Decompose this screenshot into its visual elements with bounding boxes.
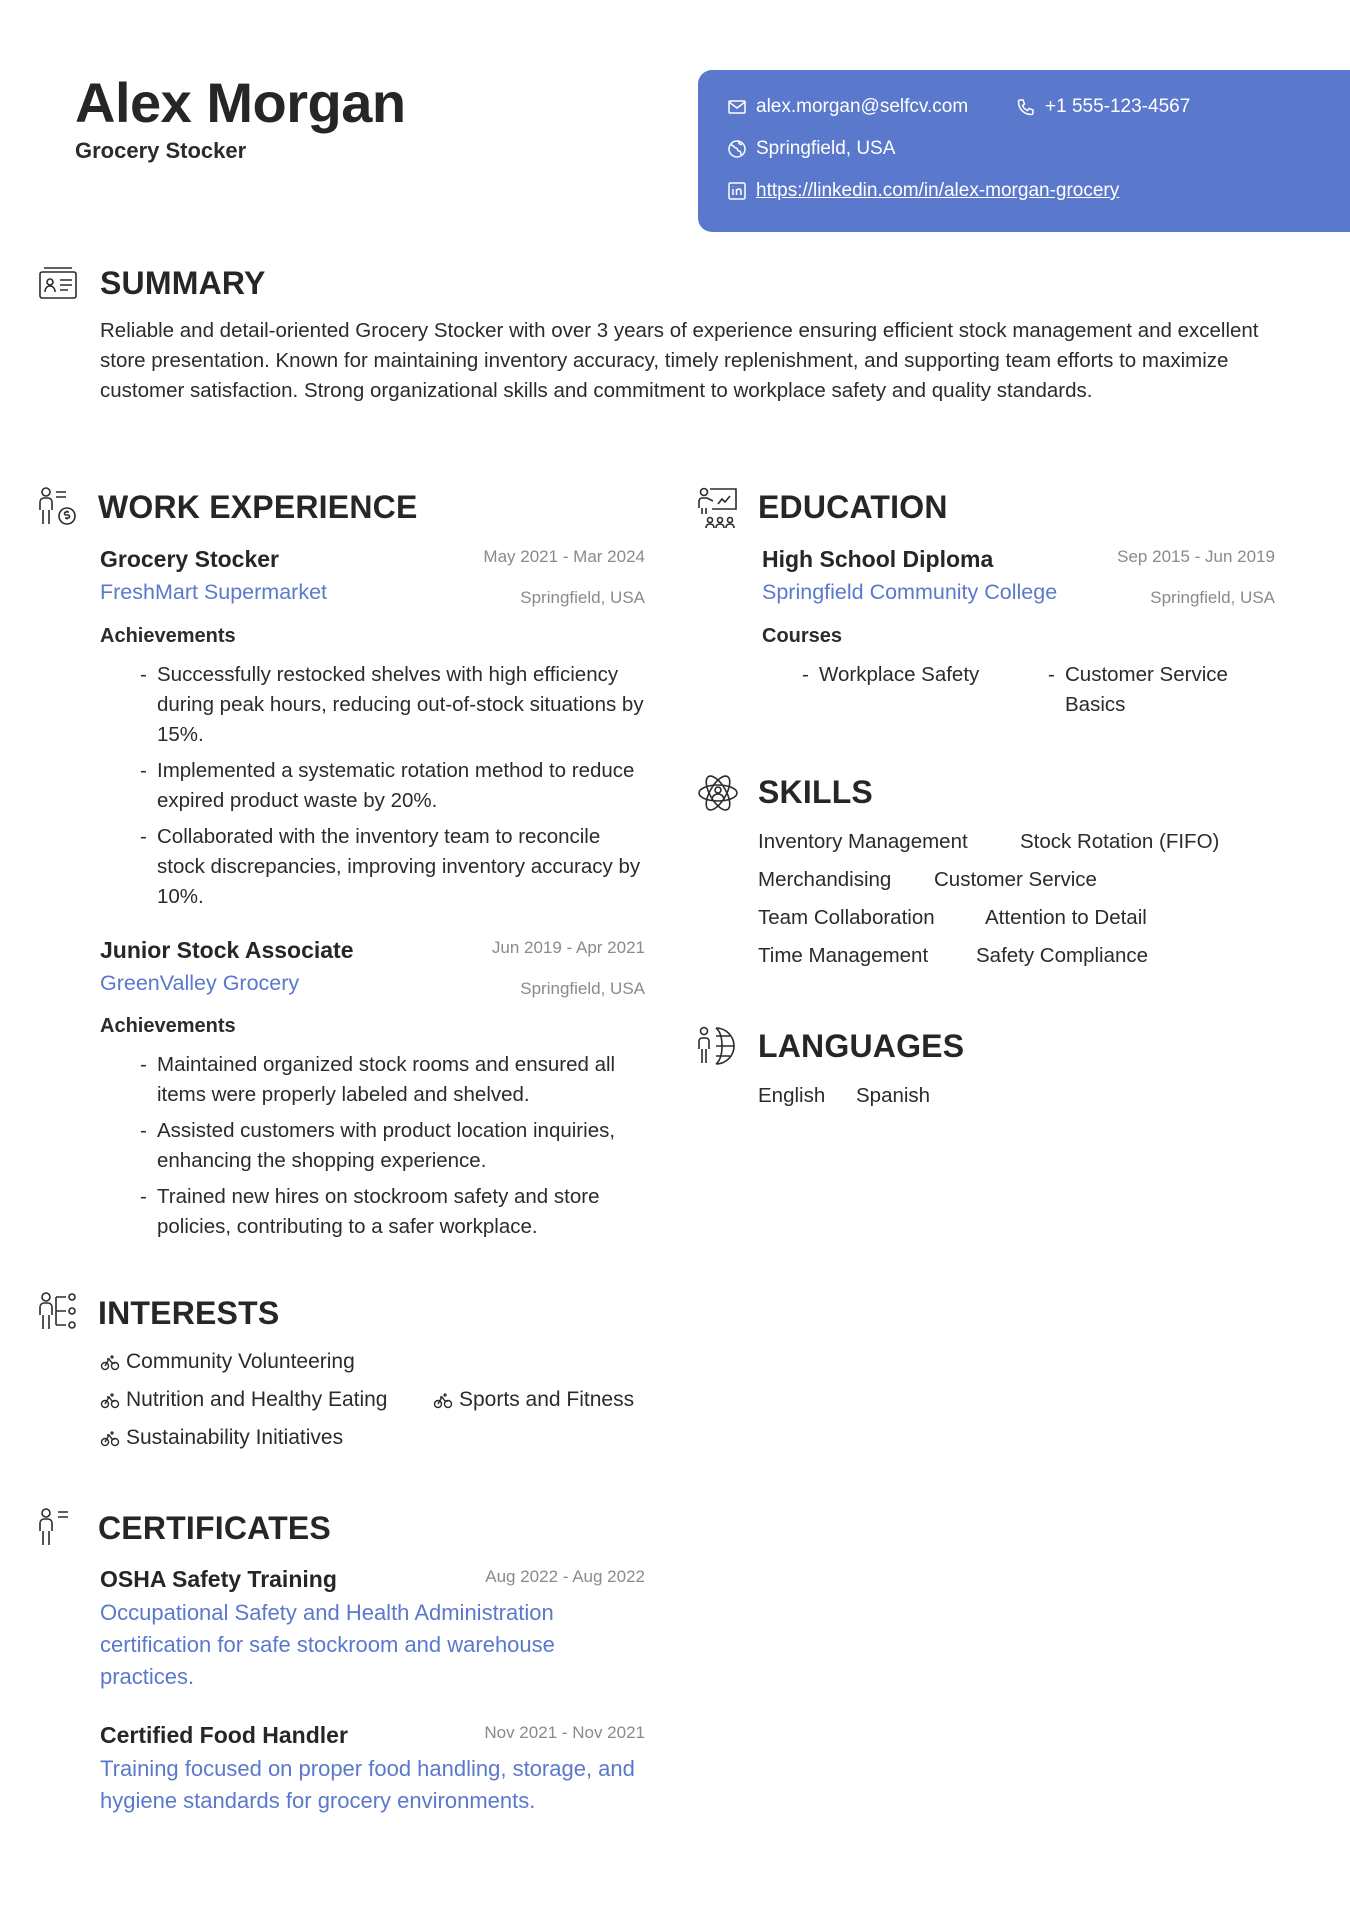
achievements-label: Achievements	[100, 625, 236, 647]
skill-item: Safety Compliance	[976, 944, 1149, 967]
languages-heading: LANGUAGES	[758, 1028, 965, 1064]
interests-heading: INTERESTS	[98, 1295, 280, 1331]
skill-item: Customer Service	[934, 868, 1097, 891]
skill-item: Inventory Management	[758, 830, 968, 853]
certificate-description: Occupational Safety and Health Administration certification for safe stockroom and warehouse practices.	[100, 1600, 555, 1689]
skill-item: Attention to Detail	[985, 906, 1147, 929]
envelope-icon	[727, 97, 747, 117]
interest-label: Nutrition and Healthy Eating	[126, 1388, 388, 1411]
job-dates: Jun 2019 - Apr 2021	[491, 938, 645, 957]
list-item	[100, 1426, 343, 1450]
skill-item: Stock Rotation (FIFO)	[1020, 830, 1220, 853]
certificate-name: Certified Food Handler	[100, 1722, 348, 1748]
job-company: GreenValley Grocery	[100, 971, 300, 995]
job-dates: May 2021 - Mar 2024	[483, 547, 645, 566]
list-item: - Workplace Safety	[802, 660, 1002, 690]
list-item: - Implemented a systematic rotation method to reduce expired product waste by 20%.	[140, 756, 650, 816]
language-item: English	[758, 1084, 826, 1107]
contact-phone[interactable]	[1016, 96, 1190, 118]
interest-label: Sports and Fitness	[459, 1388, 635, 1411]
list-item: - Successfully restocked shelves with high efficiency during peak hours, reducing out-of-stock situations by 15%.	[140, 660, 650, 750]
summary-text: Reliable and detail-oriented Grocery Stocker with over 3 years of experience ensuring efficient stock management and excellent store presentation. Known for maintaining inventory accuracy, timely replenishment, and supporting team efforts to maximize customer satisfaction. Strong organizational skills and commitment to workplace safety and quality standards.	[100, 319, 1259, 402]
list-item: - Collaborated with the inventory team to reconcile stock discrepancies, improving inventory accuracy by 10%.	[140, 822, 650, 912]
id-card-icon	[36, 262, 80, 306]
contact-linkedin[interactable]	[727, 180, 1119, 202]
list-item: - Trained new hires on stockroom safety and store policies, contributing to a safer workplace.	[140, 1182, 650, 1242]
job-company: FreshMart Supermarket	[100, 580, 328, 604]
list-item: - Assisted customers with product location inquiries, enhancing the shopping experience.	[140, 1116, 650, 1176]
bicycle-icon	[100, 1428, 120, 1448]
bicycle-icon	[433, 1390, 453, 1410]
contact-email[interactable]	[727, 96, 968, 118]
job-title: Junior Stock Associate	[100, 937, 354, 963]
list-item	[100, 1350, 355, 1374]
school-name: Springfield Community College	[762, 580, 1058, 604]
achievements-list	[140, 660, 650, 918]
job-location: Springfield, USA	[520, 588, 645, 607]
list-item: - Maintained organized stock rooms and ensured all items were properly labeled and shelved.	[140, 1050, 650, 1110]
summary-heading: SUMMARY	[100, 265, 266, 301]
course-item	[1048, 660, 1248, 726]
contact-panel	[698, 70, 1350, 232]
experience-heading: WORK EXPERIENCE	[98, 489, 418, 525]
phone-icon	[1016, 97, 1036, 117]
contact-location	[727, 138, 895, 160]
achievements-label: Achievements	[100, 1015, 236, 1037]
job-title: Grocery Stocker	[100, 546, 279, 572]
skill-item: Time Management	[758, 944, 929, 967]
certificate-description: Training focused on proper food handling, storage, and hygiene standards for grocery environments.	[100, 1756, 635, 1813]
language-item: Spanish	[856, 1084, 931, 1107]
certificates-heading: CERTIFICATES	[98, 1510, 331, 1546]
interest-label: Community Volunteering	[126, 1350, 355, 1373]
education-location: Springfield, USA	[1150, 588, 1275, 607]
achievements-list	[140, 1050, 650, 1248]
skill-item: Team Collaboration	[758, 906, 935, 929]
teacher-board-icon	[696, 486, 740, 530]
degree-title: High School Diploma	[762, 546, 994, 572]
person-options-icon	[36, 1291, 80, 1335]
skill-item: Merchandising	[758, 868, 892, 891]
job-location: Springfield, USA	[520, 979, 645, 998]
list-item: - Customer Service Basics	[1048, 660, 1248, 720]
location-text: Springfield, USA	[756, 138, 896, 159]
certificate-dates: Nov 2021 - Nov 2021	[484, 1723, 645, 1742]
candidate-name: Alex Morgan	[75, 71, 406, 134]
phone-text: +1 555-123-4567	[1045, 96, 1191, 117]
linkedin-link[interactable]: https://linkedin.com/in/alex-morgan-grocery	[756, 180, 1120, 201]
course-item	[802, 660, 1002, 696]
list-item	[100, 1388, 388, 1412]
certificate-name: OSHA Safety Training	[100, 1566, 337, 1592]
email-text: alex.morgan@selfcv.com	[756, 96, 969, 117]
candidate-role: Grocery Stocker	[75, 138, 247, 163]
person-list-icon	[36, 1507, 80, 1551]
education-dates: Sep 2015 - Jun 2019	[1117, 547, 1275, 566]
bicycle-icon	[100, 1352, 120, 1372]
interest-label: Sustainability Initiatives	[126, 1426, 344, 1449]
skills-heading: SKILLS	[758, 774, 873, 810]
certificate-dates: Aug 2022 - Aug 2022	[485, 1567, 645, 1586]
bicycle-icon	[100, 1390, 120, 1410]
atom-person-icon	[696, 771, 740, 815]
courses-label: Courses	[762, 625, 843, 647]
worker-money-icon	[36, 486, 80, 530]
globe-icon	[727, 139, 747, 159]
person-globe-icon	[696, 1025, 740, 1069]
linkedin-icon	[727, 181, 747, 201]
list-item	[433, 1388, 634, 1412]
education-heading: EDUCATION	[758, 489, 948, 525]
